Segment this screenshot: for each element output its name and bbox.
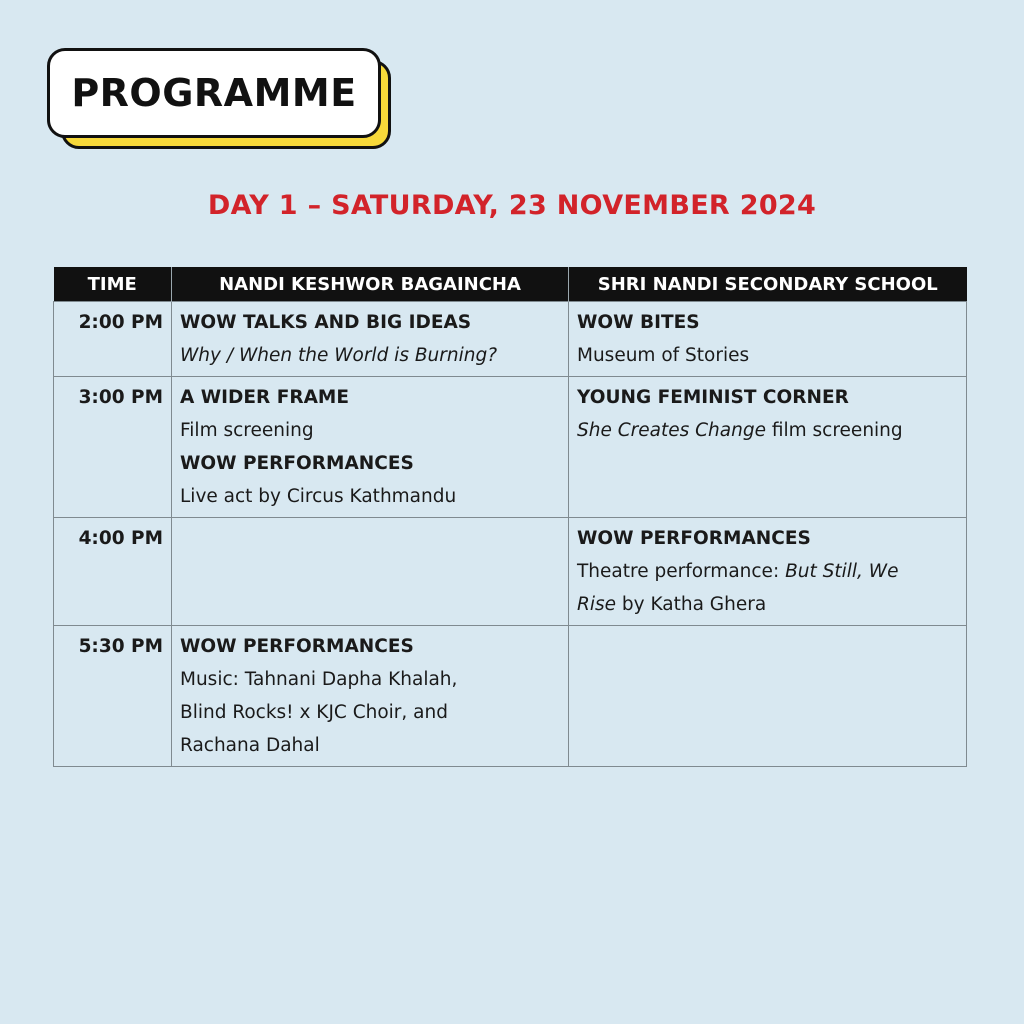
event-description-lead: Theatre performance: — [577, 561, 786, 582]
column-header-venue-1: NANDI KESHWOR BAGAINCHA — [172, 267, 569, 302]
event-description-italic: Why / When the World is Burning? — [180, 345, 498, 366]
venue-1-cell-empty — [172, 518, 569, 626]
event-description-rest: film screening — [765, 420, 903, 441]
table-row — [54, 626, 967, 767]
table-header — [54, 267, 967, 302]
schedule-table — [53, 267, 967, 767]
venue-2-cell — [569, 377, 967, 518]
event-title: WOW BITES — [577, 312, 700, 333]
day-title: DAY 1 – SATURDAY, 23 NOVEMBER 2024 — [207, 190, 817, 221]
venue-1-cell — [172, 302, 569, 377]
venue-2-cell — [569, 302, 967, 377]
event-description-italic: Rise — [577, 594, 617, 615]
event-description-italic: She Creates Change — [577, 420, 766, 441]
event-title: WOW PERFORMANCES — [180, 453, 414, 474]
column-header-venue-2: SHRI NANDI SECONDARY SCHOOL — [569, 267, 967, 302]
venue-2-cell — [569, 518, 967, 626]
event-description-italic: But Still, We — [785, 561, 899, 582]
event-description: Blind Rocks! x KJC Choir, and — [180, 702, 448, 723]
table-row — [54, 518, 967, 626]
time-cell: 5:30 PM — [54, 626, 172, 767]
table-row — [54, 377, 967, 518]
event-description-rest: by Katha Ghera — [616, 594, 767, 615]
programme-badge — [47, 48, 393, 152]
badge-label: PROGRAMME — [71, 71, 357, 115]
venue-2-cell-empty — [569, 626, 967, 767]
event-title: WOW PERFORMANCES — [180, 636, 414, 657]
time-cell: 2:00 PM — [54, 302, 172, 377]
time-cell: 3:00 PM — [54, 377, 172, 518]
event-description — [577, 555, 958, 588]
time-cell: 4:00 PM — [54, 518, 172, 626]
venue-1-cell — [172, 377, 569, 518]
event-description: Live act by Circus Kathmandu — [180, 486, 457, 507]
event-title: WOW PERFORMANCES — [577, 528, 811, 549]
badge-box — [47, 48, 381, 138]
venue-1-cell — [172, 626, 569, 767]
table-row — [54, 302, 967, 377]
event-description: Music: Tahnani Dapha Khalah, — [180, 669, 458, 690]
event-description — [577, 588, 958, 621]
event-title: YOUNG FEMINIST CORNER — [577, 387, 849, 408]
event-title: WOW TALKS AND BIG IDEAS — [180, 312, 472, 333]
event-title: A WIDER FRAME — [180, 387, 349, 408]
event-description — [577, 414, 958, 447]
event-description: Rachana Dahal — [180, 735, 320, 756]
event-description — [180, 339, 560, 372]
column-header-time: TIME — [54, 267, 172, 302]
event-description: Museum of Stories — [577, 345, 750, 366]
event-description: Film screening — [180, 420, 314, 441]
